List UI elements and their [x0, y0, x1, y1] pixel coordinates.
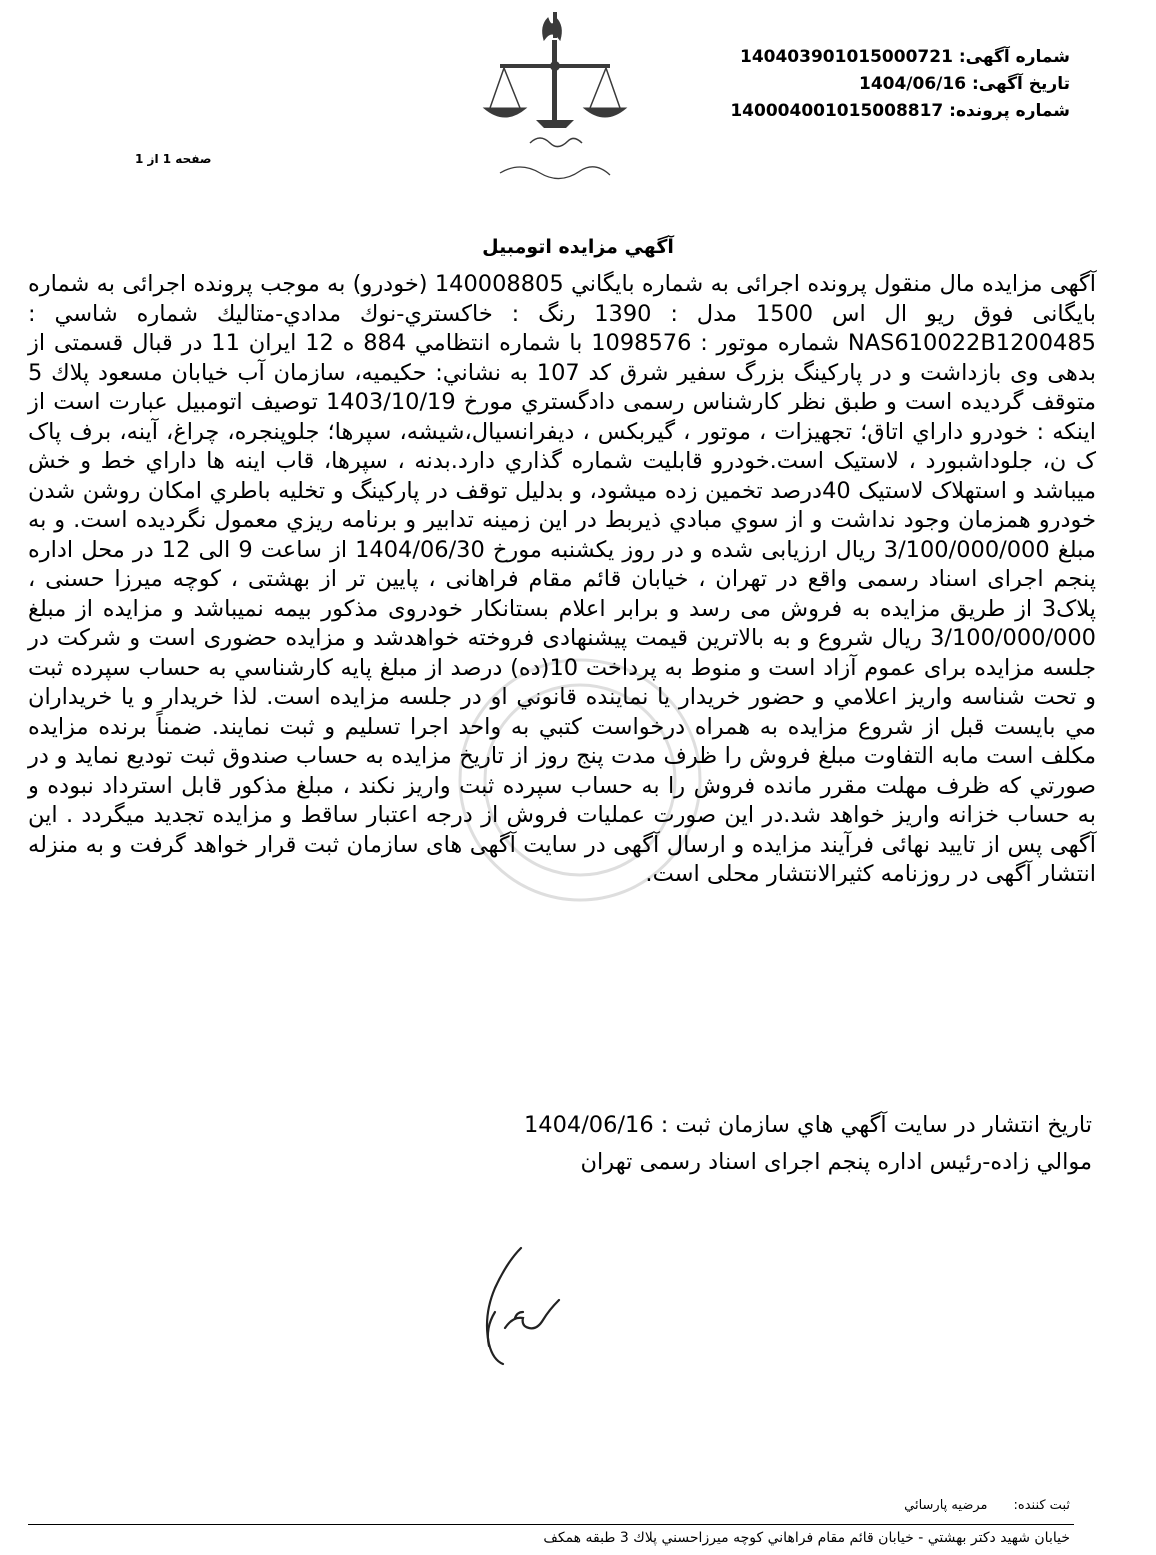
notice-number: شماره آگهی: 140403901015000721	[739, 47, 1070, 67]
page-number: صفحه 1 از 1	[135, 152, 212, 166]
handwritten-signature-icon	[425, 1228, 585, 1388]
signer-name: موالي زاده-رئيس اداره پنجم اجرای اسناد رسمی تهران	[580, 1149, 1092, 1175]
footer-address: خيابان شهيد دكتر بهشتي - خيابان قائم مقام فراهاني كوچه ميرزاحسني پلاك 3 طبقه همكف	[543, 1530, 1070, 1546]
publication-date: تاريخ انتشار در سايت آگهي هاي سازمان ثبت : 1404/06/16	[523, 1112, 1092, 1138]
notice-metadata	[650, 44, 1070, 125]
registrar-label: ثبت كننده:	[1013, 1498, 1070, 1513]
registrar	[878, 1498, 1070, 1513]
notice-body: آگهی مزایده مال منقول پرونده اجرائی به شماره بایگاني 140008805 (خودرو) به موجب پرونده اجرائی به شماره بایگانی فوق ریو ال اس 1500 مدل : 1390 رنگ : خاكستري-نوك مدادي-متاليك شماره شاسي : NAS610022B1200485 شماره موتور : 1098576 با شماره انتظامي 884 ه 12 ايران 11 در قبال قسمتی از بدهی وی بازداشت و در پارکینگ بزرگ سفیر شرق کد 107 به نشاني: حكيميه، سازمان آب خيابان مسعود پلاك 5 متوقف گرديده است و طبق نظر كارشناس رسمی دادگستري مورخ 1403/10/19 توصيف اتومبيل عبارت است از اينكه : خودرو داراي اتاق؛ تجهیزات ، موتور ، گیربکس ، دیفرانسیال،شیشه، سپرها؛ جلوپنجره، چراغ، آینه، برف پاک ک ن، جلوداشبورد ، لاستیک است.خودرو قابليت شماره گذاري دارد.بدنه ، سپرها، قاب اينه ها داراي خط و خش ميباشد و استهلاک لاستيک 40درصد تخمين زده ميشود، و بدليل توقف در پاركينگ و تخليه باطري امكان روشن شدن خودرو همزمان وجود نداشت و از سوي مبادي ذيربط در اين زمينه تدابير و برنامه ريزي معمول نگرديده است. و به مبلغ 3/100/000/000 ریال ارزیابی شده و در روز یکشنبه مورخ 1404/06/30 از ساعت 9 الی 12 در محل اداره پنجم اجرای اسناد رسمی واقع در تهران ، خیابان قائم مقام فراهانی ، پایین تر از بهشتی ، کوچه میرزا حسنی ، پلاک3 از طریق مزایده به فروش می رسد و برابر اعلام بستانکار خودروی مذکور بیمه نمیباشد و مزایده از مبلغ 3/100/000/000 ریال شروع و به بالاترین قیمت پیشنهادی فروخته خواهدشد و مزایده حضوری است و شرکت در جلسه مزایده برای عموم آزاد است و منوط به پرداخت 10(ده) درصد از مبلغ پايه كارشناسي به حساب سپرده ثبت و تحت شناسه واريز اعلامي و حضور خريدار يا نماينده قانوني او در جلسه مزايده است. لذا خريدار و يا خريداران مي بايست قبل از شروع مزايده به همراه درخواست كتبي به واحد اجرا تسليم و ثبت نمايند. ضمناً برنده مزايده مكلف است مابه التفاوت مبلغ فروش را ظرف مدت پنج روز از تاريخ مزايده به حساب صندوق ثبت توديع نمايد و در صورتي كه ظرف مهلت مقرر مانده فروش را به حساب سپرده ثبت واريز نكند ، مبلغ مذكور قابل استرداد نبوده و به حساب خزانه واريز خواهد شد.در این صورت عملیات فروش از درجه اعتبار ساقط و مزایده تجدید میگردد . این آگهی پس از تایید نهائی فرآیند مزایده و ارسال آگهی در سایت آگهی های سازمان ثبت قرار خواهد گرفت و به منزله انتشار آگهی در روزنامه کثیرالانتشار محلی است.	[28, 271, 1097, 887]
registrar-name: مرضیه پارسائي	[904, 1498, 988, 1513]
page-title: آگهي مزايده اتومبيل	[482, 236, 674, 258]
notice-date: تاریخ آگهی: 1404/06/16	[858, 74, 1070, 94]
file-number: شماره پرونده: 140004001015008817	[730, 101, 1070, 121]
scales-of-justice-emblem-icon	[470, 8, 640, 198]
footer-divider	[28, 1524, 1074, 1525]
